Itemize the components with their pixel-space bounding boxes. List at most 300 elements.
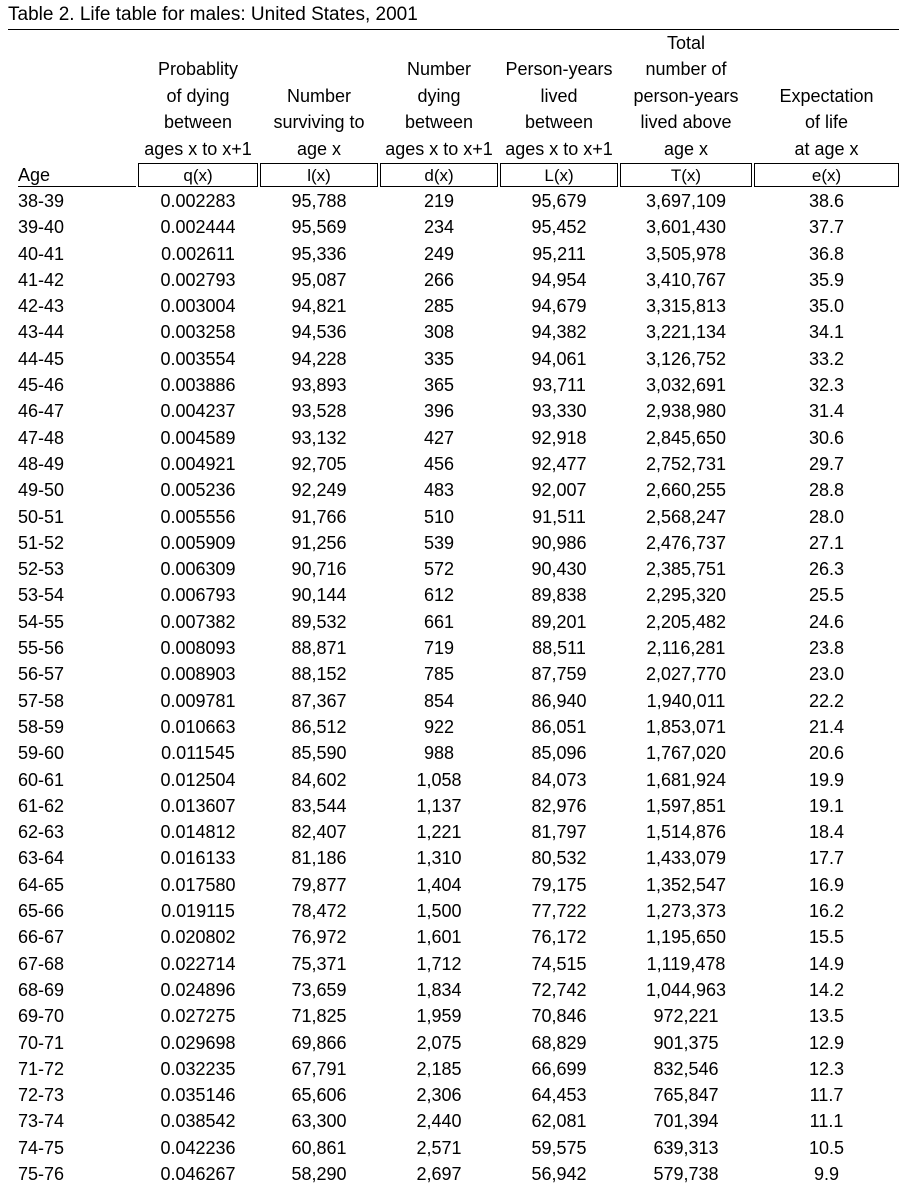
cell-ex: 18.4 (808, 822, 845, 843)
table-row (0, 635, 904, 661)
cell-qx: 0.013607 (160, 795, 236, 816)
cell-ex: 14.2 (808, 979, 845, 1000)
cell-dx: 2,185 (416, 1058, 462, 1079)
cell-Lx: 89,201 (531, 611, 587, 632)
cell-Lx: 86,051 (531, 716, 587, 737)
cell-lx: 94,536 (291, 322, 347, 343)
cell-qx: 0.024896 (160, 979, 236, 1000)
cell-qx: 0.020802 (160, 927, 236, 948)
cell-lx: 95,087 (291, 269, 347, 290)
cell-age: 75-76 (18, 1163, 65, 1184)
cell-qx: 0.019115 (161, 901, 235, 922)
cell-qx: 0.027275 (160, 1006, 236, 1027)
cell-Tx: 2,385,751 (645, 559, 727, 580)
table-row (0, 714, 904, 740)
cell-dx: 1,058 (416, 769, 462, 790)
cell-ex: 14.9 (808, 953, 845, 974)
cell-lx: 91,256 (291, 532, 347, 553)
table-row (0, 556, 904, 582)
table-row (0, 477, 904, 503)
cell-dx: 234 (423, 217, 455, 238)
cell-dx: 1,959 (416, 1006, 462, 1027)
cell-Lx: 94,382 (531, 322, 587, 343)
table-row (0, 688, 904, 714)
cell-ex: 16.2 (808, 901, 845, 922)
cell-Tx: 1,940,011 (646, 690, 726, 711)
cell-age: 44-45 (18, 348, 65, 369)
cell-age: 43-44 (18, 322, 65, 343)
cell-ex: 11.7 (809, 1085, 844, 1106)
cell-Tx: 1,195,650 (645, 927, 727, 948)
cell-lx: 93,528 (291, 401, 347, 422)
cell-qx: 0.008093 (160, 638, 236, 659)
cell-Tx: 3,697,109 (645, 191, 727, 211)
cell-qx: 0.004921 (160, 453, 236, 474)
cell-ex: 33.2 (808, 348, 845, 369)
cell-Lx: 74,515 (531, 953, 587, 974)
cell-qx: 0.016133 (160, 848, 236, 869)
cell-dx: 396 (423, 401, 455, 422)
cell-lx: 89,532 (291, 611, 347, 632)
cell-lx: 75,371 (291, 953, 347, 974)
cell-age: 68-69 (18, 979, 65, 1000)
cell-Tx: 3,410,767 (645, 269, 727, 290)
cell-qx: 0.003886 (160, 375, 236, 396)
cell-age: 69-70 (18, 1006, 65, 1027)
cell-ex: 24.6 (808, 611, 845, 632)
table-row (0, 1082, 904, 1108)
cell-qx: 0.035146 (160, 1085, 236, 1106)
cell-Tx: 2,845,650 (645, 427, 727, 448)
table-row (0, 898, 904, 924)
cell-lx: 79,877 (291, 874, 347, 895)
cell-Tx: 1,681,924 (645, 769, 727, 790)
cell-dx: 1,500 (416, 901, 462, 922)
cell-dx: 572 (423, 559, 455, 580)
cell-age: 56-57 (18, 664, 65, 685)
cell-lx: 78,472 (291, 901, 347, 922)
cell-age: 59-60 (18, 743, 65, 764)
cell-Lx: 64,453 (531, 1085, 587, 1106)
cell-Lx: 82,976 (531, 795, 587, 816)
cell-lx: 63,300 (291, 1111, 347, 1132)
column-symbol-qx: q(x) (138, 163, 258, 187)
cell-Tx: 1,514,876 (645, 822, 727, 843)
cell-lx: 82,407 (291, 822, 347, 843)
cell-Tx: 1,119,478 (646, 953, 726, 974)
cell-Lx: 89,838 (531, 585, 587, 606)
table-row (0, 346, 904, 372)
cell-Lx: 92,007 (531, 480, 587, 501)
cell-qx: 0.004589 (160, 427, 236, 448)
cell-lx: 73,659 (291, 979, 347, 1000)
cell-Lx: 80,532 (531, 848, 587, 869)
cell-ex: 22.2 (808, 690, 845, 711)
cell-ex: 31.4 (808, 401, 845, 422)
cell-age: 38-39 (18, 191, 65, 211)
cell-Lx: 77,722 (531, 901, 587, 922)
cell-Lx: 93,711 (532, 375, 586, 396)
cell-Lx: 94,679 (531, 296, 587, 317)
cell-lx: 69,866 (291, 1032, 347, 1053)
cell-Lx: 84,073 (531, 769, 587, 790)
cell-qx: 0.032235 (160, 1058, 236, 1079)
cell-lx: 65,606 (291, 1085, 347, 1106)
column-header-Lx: Person-years lived between ages x to x+1 (505, 59, 613, 159)
cell-Lx: 85,096 (531, 743, 587, 764)
cell-ex: 38.6 (808, 191, 845, 211)
column-symbol-Lx: L(x) (500, 163, 618, 187)
cell-Lx: 88,511 (532, 638, 586, 659)
cell-Lx: 92,477 (531, 453, 587, 474)
cell-age: 58-59 (18, 716, 65, 737)
cell-Tx: 1,044,963 (645, 979, 727, 1000)
table-row (0, 1108, 904, 1134)
cell-lx: 95,336 (291, 243, 347, 264)
cell-qx: 0.012504 (160, 769, 236, 790)
cell-age: 71-72 (18, 1058, 65, 1079)
cell-Tx: 1,352,547 (645, 874, 727, 895)
table-row (0, 977, 904, 1003)
table-row (0, 872, 904, 898)
cell-dx: 456 (423, 453, 455, 474)
table-row (0, 372, 904, 398)
cell-ex: 35.9 (808, 269, 845, 290)
cell-dx: 308 (423, 322, 455, 343)
cell-qx: 0.005236 (160, 480, 236, 501)
cell-Tx: 639,313 (653, 1137, 719, 1158)
cell-dx: 335 (423, 348, 455, 369)
column-symbol-Tx: T(x) (620, 163, 752, 187)
cell-Lx: 72,742 (531, 979, 587, 1000)
table-row (0, 819, 904, 845)
cell-lx: 93,893 (291, 375, 347, 396)
cell-dx: 854 (423, 690, 455, 711)
cell-Tx: 972,221 (653, 1006, 719, 1027)
cell-dx: 1,712 (416, 953, 462, 974)
cell-age: 73-74 (18, 1111, 65, 1132)
cell-lx: 71,825 (291, 1006, 347, 1027)
cell-qx: 0.009781 (160, 690, 236, 711)
cell-ex: 37.7 (808, 217, 845, 238)
cell-dx: 1,221 (416, 822, 462, 843)
cell-Lx: 66,699 (531, 1058, 587, 1079)
cell-Tx: 2,116,281 (646, 638, 726, 659)
table-row (0, 267, 904, 293)
table-row (0, 214, 904, 240)
cell-Tx: 901,375 (653, 1032, 719, 1053)
cell-dx: 2,571 (416, 1137, 462, 1158)
cell-Lx: 92,918 (531, 427, 587, 448)
table-row (0, 530, 904, 556)
cell-Tx: 1,597,851 (645, 795, 727, 816)
cell-dx: 219 (423, 191, 455, 211)
cell-ex: 29.7 (808, 453, 845, 474)
cell-Lx: 62,081 (531, 1111, 587, 1132)
cell-age: 64-65 (18, 874, 65, 895)
table-row (0, 924, 904, 950)
cell-age: 40-41 (18, 243, 65, 264)
cell-Tx: 1,433,079 (645, 848, 727, 869)
cell-dx: 365 (423, 375, 455, 396)
cell-ex: 12.3 (808, 1058, 845, 1079)
cell-lx: 84,602 (291, 769, 347, 790)
cell-age: 49-50 (18, 480, 65, 501)
cell-lx: 67,791 (291, 1058, 347, 1079)
cell-lx: 94,228 (291, 348, 347, 369)
cell-age: 42-43 (18, 296, 65, 317)
cell-lx: 90,716 (291, 559, 347, 580)
cell-qx: 0.006309 (160, 559, 236, 580)
cell-ex: 20.6 (808, 743, 845, 764)
cell-dx: 539 (423, 532, 455, 553)
cell-Lx: 79,175 (531, 874, 587, 895)
cell-qx: 0.002283 (160, 191, 236, 211)
cell-Tx: 1,767,020 (645, 743, 727, 764)
cell-qx: 0.006793 (160, 585, 236, 606)
cell-Tx: 3,032,691 (645, 375, 727, 396)
cell-lx: 95,788 (291, 191, 347, 211)
cell-Tx: 3,315,813 (645, 296, 727, 317)
cell-ex: 12.9 (808, 1032, 845, 1053)
cell-Lx: 87,759 (531, 664, 587, 685)
cell-dx: 510 (423, 506, 455, 527)
cell-Lx: 94,061 (531, 348, 587, 369)
cell-ex: 25.5 (808, 585, 845, 606)
cell-age: 53-54 (18, 585, 65, 606)
cell-age: 61-62 (18, 795, 65, 816)
column-header-qx: Probablity of dying between ages x to x+1 (144, 59, 252, 159)
cell-dx: 483 (423, 480, 455, 501)
cell-dx: 922 (423, 716, 455, 737)
column-symbol-ex: e(x) (754, 163, 899, 187)
cell-ex: 17.7 (808, 848, 845, 869)
cell-qx: 0.005909 (160, 532, 236, 553)
cell-qx: 0.011545 (161, 743, 235, 764)
cell-Lx: 95,679 (531, 191, 587, 211)
cell-Lx: 56,942 (531, 1163, 587, 1184)
cell-qx: 0.017580 (160, 874, 236, 895)
cell-age: 47-48 (18, 427, 65, 448)
cell-Lx: 81,797 (531, 822, 587, 843)
cell-qx: 0.003258 (160, 322, 236, 343)
cell-dx: 661 (423, 611, 455, 632)
cell-age: 48-49 (18, 453, 65, 474)
cell-Lx: 76,172 (531, 927, 587, 948)
cell-qx: 0.046267 (160, 1163, 236, 1184)
cell-qx: 0.038542 (160, 1111, 236, 1132)
cell-Tx: 2,205,482 (645, 611, 727, 632)
cell-Tx: 2,295,320 (645, 585, 727, 606)
cell-age: 62-63 (18, 822, 65, 843)
cell-ex: 19.9 (808, 769, 845, 790)
table-row (0, 661, 904, 687)
table-row (0, 451, 904, 477)
cell-dx: 988 (423, 743, 455, 764)
cell-ex: 23.0 (808, 664, 845, 685)
table-row (0, 1135, 904, 1161)
cell-lx: 85,590 (291, 743, 347, 764)
cell-qx: 0.003004 (160, 296, 236, 317)
cell-ex: 19.1 (808, 795, 845, 816)
cell-Tx: 2,476,737 (645, 532, 727, 553)
cell-lx: 60,861 (291, 1137, 347, 1158)
cell-dx: 785 (423, 664, 455, 685)
cell-ex: 26.3 (808, 559, 845, 580)
cell-Lx: 68,829 (531, 1032, 587, 1053)
cell-Tx: 832,546 (653, 1058, 719, 1079)
cell-Lx: 59,575 (531, 1137, 587, 1158)
table-row (0, 319, 904, 345)
cell-dx: 2,697 (416, 1163, 462, 1184)
cell-age: 46-47 (18, 401, 65, 422)
cell-lx: 94,821 (291, 296, 347, 317)
cell-ex: 13.5 (808, 1006, 845, 1027)
cell-qx: 0.008903 (160, 664, 236, 685)
cell-Tx: 765,847 (653, 1085, 719, 1106)
table-row (0, 398, 904, 424)
cell-ex: 36.8 (808, 243, 845, 264)
cell-Tx: 701,394 (653, 1111, 719, 1132)
cell-ex: 28.0 (808, 506, 845, 527)
table-row (0, 1056, 904, 1082)
column-header-lx: Number surviving to age x (273, 85, 365, 159)
cell-ex: 28.8 (808, 480, 845, 501)
cell-qx: 0.042236 (160, 1137, 236, 1158)
cell-dx: 1,310 (416, 848, 462, 869)
cell-Tx: 3,601,430 (645, 217, 727, 238)
column-header-dx: Number dying between ages x to x+1 (385, 59, 493, 159)
cell-age: 52-53 (18, 559, 65, 580)
cell-age: 39-40 (18, 217, 65, 238)
cell-dx: 1,137 (416, 795, 462, 816)
cell-lx: 86,512 (291, 716, 347, 737)
cell-Tx: 579,738 (653, 1163, 719, 1184)
table-title: Table 2. Life table for males: United States, 2001 (8, 4, 418, 25)
table-row (0, 609, 904, 635)
column-header-age: Age (18, 165, 51, 185)
cell-dx: 1,601 (416, 927, 462, 948)
cell-lx: 88,871 (291, 638, 347, 659)
cell-Tx: 2,938,980 (645, 401, 727, 422)
cell-lx: 87,367 (291, 690, 347, 711)
cell-ex: 11.1 (809, 1111, 844, 1132)
cell-lx: 81,186 (291, 848, 347, 869)
table-row (0, 1161, 904, 1187)
cell-age: 66-67 (18, 927, 65, 948)
cell-dx: 1,834 (416, 979, 462, 1000)
cell-Tx: 1,853,071 (645, 716, 727, 737)
cell-Tx: 2,568,247 (645, 506, 727, 527)
cell-lx: 88,152 (291, 664, 347, 685)
cell-age: 51-52 (18, 532, 65, 553)
cell-Lx: 95,211 (532, 243, 586, 264)
cell-ex: 9.9 (813, 1163, 840, 1184)
cell-Tx: 2,752,731 (645, 453, 727, 474)
cell-Lx: 91,511 (532, 506, 586, 527)
column-symbol-age (18, 163, 136, 187)
cell-qx: 0.003554 (160, 348, 236, 369)
cell-age: 63-64 (18, 848, 65, 869)
cell-lx: 83,544 (291, 795, 347, 816)
cell-age: 60-61 (18, 769, 65, 790)
cell-dx: 2,440 (416, 1111, 462, 1132)
table-row (0, 293, 904, 319)
column-header-ex: Expectation of life at age x (779, 85, 874, 159)
cell-Lx: 95,452 (531, 217, 587, 238)
cell-dx: 2,075 (416, 1032, 462, 1053)
cell-dx: 427 (423, 427, 455, 448)
cell-Tx: 2,660,255 (645, 480, 727, 501)
cell-age: 50-51 (18, 506, 65, 527)
cell-age: 74-75 (18, 1137, 65, 1158)
cell-qx: 0.029698 (160, 1032, 236, 1053)
cell-qx: 0.002793 (160, 269, 236, 290)
cell-dx: 266 (423, 269, 455, 290)
cell-Lx: 86,940 (531, 690, 587, 711)
table-row (0, 425, 904, 451)
table-row (0, 740, 904, 766)
cell-qx: 0.014812 (160, 822, 236, 843)
cell-ex: 21.4 (808, 716, 845, 737)
cell-dx: 612 (423, 585, 455, 606)
column-symbol-lx: l(x) (260, 163, 378, 187)
table-row (0, 845, 904, 871)
table-row (0, 951, 904, 977)
cell-lx: 90,144 (291, 585, 347, 606)
cell-qx: 0.002444 (160, 217, 236, 238)
cell-Lx: 93,330 (531, 401, 587, 422)
cell-age: 72-73 (18, 1085, 65, 1106)
cell-age: 57-58 (18, 690, 65, 711)
cell-lx: 95,569 (291, 217, 347, 238)
cell-lx: 92,705 (291, 453, 347, 474)
cell-Tx: 3,505,978 (645, 243, 727, 264)
cell-lx: 92,249 (291, 480, 347, 501)
table-body (0, 188, 904, 1187)
cell-dx: 719 (423, 638, 455, 659)
cell-qx: 0.004237 (160, 401, 236, 422)
cell-lx: 58,290 (291, 1163, 347, 1184)
cell-ex: 35.0 (808, 296, 845, 317)
column-symbol-dx: d(x) (380, 163, 498, 187)
cell-dx: 1,404 (416, 874, 462, 895)
cell-qx: 0.005556 (160, 506, 236, 527)
cell-Tx: 2,027,770 (645, 664, 727, 685)
cell-Lx: 94,954 (531, 269, 587, 290)
cell-Tx: 3,126,752 (645, 348, 727, 369)
cell-dx: 2,306 (416, 1085, 462, 1106)
table-row (0, 188, 904, 214)
cell-lx: 76,972 (291, 927, 347, 948)
cell-age: 54-55 (18, 611, 65, 632)
column-header-Tx: Total number of person-years lived above age x (633, 32, 739, 159)
cell-Lx: 90,986 (531, 532, 587, 553)
table-row (0, 1003, 904, 1029)
cell-age: 41-42 (18, 269, 65, 290)
cell-qx: 0.010663 (160, 716, 236, 737)
cell-age: 67-68 (18, 953, 65, 974)
cell-ex: 32.3 (808, 375, 845, 396)
cell-ex: 34.1 (808, 322, 845, 343)
cell-dx: 285 (423, 296, 455, 317)
cell-qx: 0.002611 (161, 243, 235, 264)
table-row (0, 241, 904, 267)
cell-ex: 27.1 (808, 532, 845, 553)
cell-Lx: 70,846 (531, 1006, 587, 1027)
cell-ex: 10.5 (808, 1137, 845, 1158)
cell-ex: 23.8 (808, 638, 845, 659)
